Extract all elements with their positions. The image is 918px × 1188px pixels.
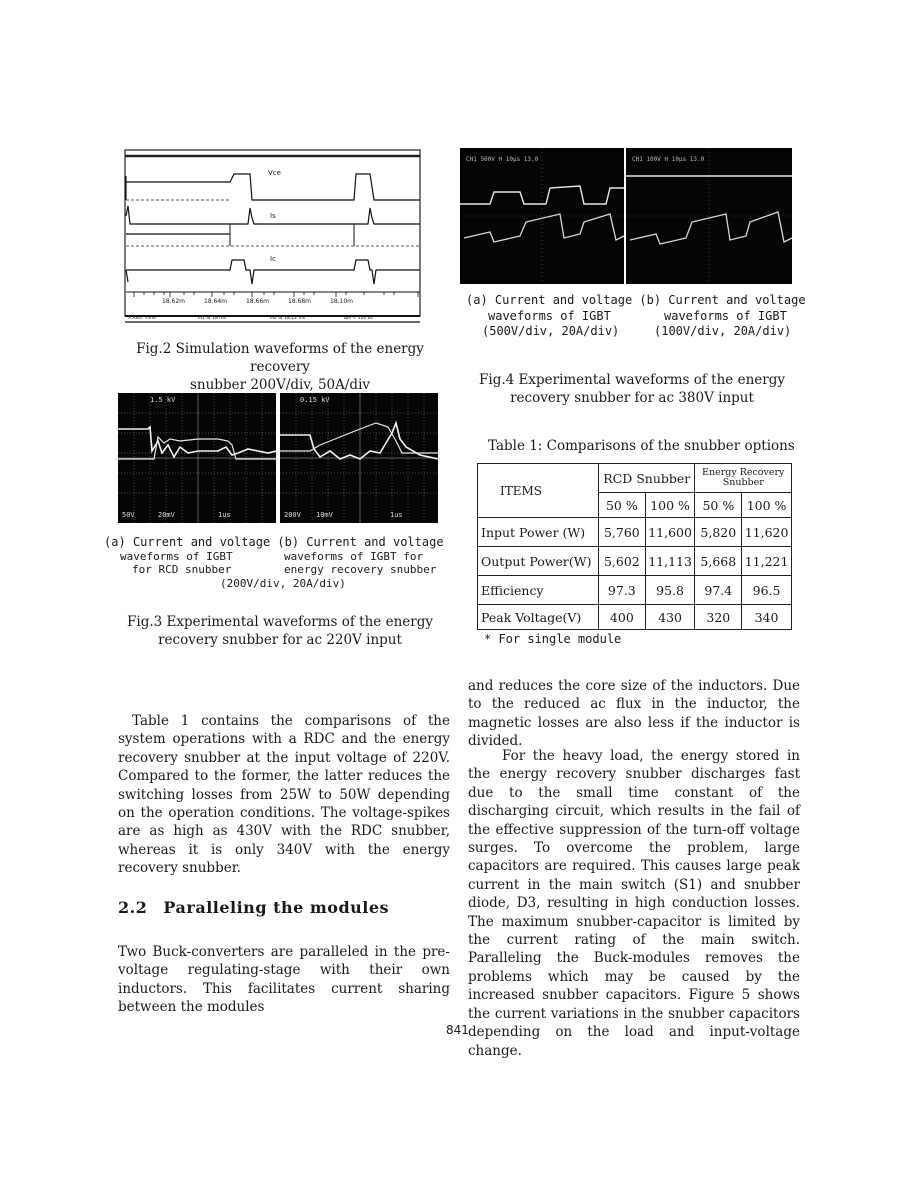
fig3b-bottom-label: 10mV [316, 511, 333, 519]
fig3-sub-b-line: waveforms of IGBT for [284, 550, 424, 563]
fig2-tick: 18.10m [330, 298, 354, 305]
fig3b-top-label: 0.15 kV [300, 396, 330, 404]
fig2-tick: 18.66m [246, 298, 270, 305]
fig2-caption-line1: Fig.2 Simulation waveforms of the energy recovery [136, 341, 424, 375]
fig3-sub-scale: (200V/div, 20A/div) [220, 577, 346, 590]
table-row [478, 576, 792, 605]
table1-cell: 400 [599, 605, 646, 630]
fig3a-bottom-label: 1us [218, 511, 231, 519]
right-paragraph-1: and reduces the core size of the inductors. Due to the reduced ac flux in the inductor, the magnetic losses are also less if the inductor is divided. [468, 678, 800, 750]
section-number: 2.2 [118, 898, 148, 917]
left-paragraph-1: Table 1 contains the comparisons of the system operations with a RDC and the energy recovery snubber at the input voltage of 220V. Compared to the former, the latter reduces the switching losses from 25W to 50W depending on the operation conditions. The voltage-spikes are as high as 430V with the RDC snubber, whereas it is only 340V with the energy recovery snubber. [118, 713, 450, 877]
fig4-caption [464, 371, 800, 407]
fig3-sub-b-line: energy recovery snubber [284, 563, 437, 576]
fig4-sub-a-line: waveforms of IGBT [488, 309, 611, 323]
fig3a-current-trace [118, 437, 276, 459]
table1-subheader: 100 % [645, 493, 695, 518]
fig3-caption [112, 613, 448, 649]
fig3-sub-line1: (a) Current and voltage (b) Current and voltage [104, 535, 444, 549]
table1 [477, 463, 792, 630]
fig2-status: M1 at 18 ms [198, 316, 227, 321]
table1-group-er-line2: Snubber [722, 477, 764, 488]
fig4-sub-b [654, 309, 814, 339]
table1-row-label: Efficiency [478, 576, 599, 605]
table1-subheader: 100 % [742, 493, 792, 518]
fig3a-bottom-label: 20mV [158, 511, 175, 519]
fig4-scope-a [460, 148, 624, 284]
fig2-vce-trace [126, 174, 420, 200]
fig4-sub-line1: (a) Current and voltage (b) Current and voltage [466, 293, 806, 307]
table1-row-label: Output Power(W) [478, 547, 599, 576]
table1-cell: 320 [695, 605, 742, 630]
fig3b-bottom-label: 200V [284, 511, 301, 519]
fig2-ic-trace [126, 260, 420, 284]
section-title: Paralleling the modules [163, 898, 390, 917]
fig2-label-is: Is [270, 212, 276, 220]
fig4a-current-trace [464, 214, 624, 242]
table1-row-label: Peak Voltage(V) [478, 605, 599, 630]
table1-cell: 5,602 [599, 547, 646, 576]
fig3-caption-line1: Fig.3 Experimental waveforms of the energy [127, 614, 433, 630]
page-number: 841 [446, 1023, 469, 1037]
table1-group-rcd: RCD Snubber [599, 464, 695, 493]
fig2-caption [112, 340, 448, 394]
table1-cell: 11,600 [645, 518, 695, 547]
fig4-sub-a-line: (500V/div, 20A/div) [482, 324, 620, 338]
table1-cell: 5,820 [695, 518, 742, 547]
fig4b-header: CH1 100V H 10μs 13.0 [632, 156, 705, 163]
table1-group-er-line1: Energy Recovery [702, 467, 785, 478]
fig2-tick: 18.64m [204, 298, 228, 305]
table-row [478, 547, 792, 576]
table-row [478, 605, 792, 630]
fig3a-voltage-trace [118, 427, 276, 457]
table1-cell: 5,760 [599, 518, 646, 547]
fig3-sub-b [284, 550, 454, 576]
table1-cell: 97.4 [695, 576, 742, 605]
table1-cell: 97.3 [599, 576, 646, 605]
table1-subheader: 50 % [599, 493, 646, 518]
fig2-label-vce: Vce [268, 169, 281, 177]
fig3a-bottom-label: 50V [122, 511, 135, 519]
table1-group-er [695, 464, 792, 493]
table1-footnote: * For single module [484, 632, 622, 646]
fig3-sub-a-line: for RCD snubber [132, 563, 232, 576]
table1-cell: 11,221 [742, 547, 792, 576]
fig4b-current-trace [630, 212, 792, 244]
fig2-caption-line2: snubber 200V/div, 50A/div [189, 377, 371, 393]
fig4-sub-a [482, 309, 642, 339]
fig2-status: ΔM = 120 us [344, 316, 373, 321]
fig2-status: M2 at 18.12 ms [270, 316, 306, 321]
table1-cell: 430 [645, 605, 695, 630]
table1-cell: 96.5 [742, 576, 792, 605]
fig3b-current-trace [280, 423, 438, 453]
fig4-caption-line2: recovery snubber for ac 380V input [510, 390, 754, 406]
table1-items-header: ITEMS [478, 464, 599, 518]
right-paragraph-2: For the heavy load, the energy stored in the energy recovery snubber discharges fast due to the small time constant of the discharging circuit, which results in the fail of the effective suppression of the turn-off voltage surges. To overcome the problem, large capacitors are required. This causes large peak current in the main switch (S1) and snubber diode, D3, resulting in high conduction losses. The maximum snubber-capacitor is limited by the current rating of the main switch. Paralleling the Buck-modules removes the problems which may be caused by the increased snubber capacitors. Figure 5 shows the current variations in the snubber capacitors depending on the load and input-voltage change. [468, 748, 800, 1059]
table1-cell: 95.8 [645, 576, 695, 605]
fig2-tick: 18.62m [162, 298, 186, 305]
fig4-caption-line1: Fig.4 Experimental waveforms of the energy [479, 372, 785, 388]
table1-row-label: Input Power (W) [478, 518, 599, 547]
fig3-sub-a-line: waveforms of IGBT [120, 550, 233, 563]
table1-subheader: 50 % [695, 493, 742, 518]
fig2-status: X Axis: Time [128, 316, 156, 321]
fig4-subcaptions [466, 293, 806, 338]
section-heading [118, 898, 389, 917]
fig3b-bottom-label: 1us [390, 511, 403, 519]
table1-cell: 11,113 [645, 547, 695, 576]
fig2-status-bar [126, 316, 420, 322]
fig3-scope-b [280, 393, 438, 523]
fig2-plot [124, 148, 422, 324]
left-paragraph-2: Two Buck-converters are paralleled in the pre-voltage regulating-stage with their own inductors. This facilitates current sharing between the modules [118, 944, 450, 1016]
fig2-tick: 18.68m [288, 298, 312, 305]
fig3b-voltage-trace [280, 423, 438, 459]
fig3a-top-label: 1.5 kV [150, 396, 176, 404]
fig4a-header: CH1 500V H 10μs 13.0 [466, 156, 539, 163]
table1-cell: 11,620 [742, 518, 792, 547]
table1-cell: 5,668 [695, 547, 742, 576]
fig4-scope-b [626, 148, 792, 284]
fig3-sub-a [120, 550, 270, 576]
fig3-subcaptions [104, 535, 454, 590]
fig3-scope-a [118, 393, 276, 523]
fig4-sub-b-line: (100V/div, 20A/div) [654, 324, 792, 338]
table-row [478, 518, 792, 547]
table1-title: Table 1: Comparisons of the snubber options [488, 438, 795, 454]
fig2-label-ic: Ic [270, 255, 276, 263]
fig4-sub-b-line: waveforms of IGBT [664, 309, 787, 323]
table1-cell: 340 [742, 605, 792, 630]
fig3-caption-line2: recovery snubber for ac 220V input [158, 632, 402, 648]
